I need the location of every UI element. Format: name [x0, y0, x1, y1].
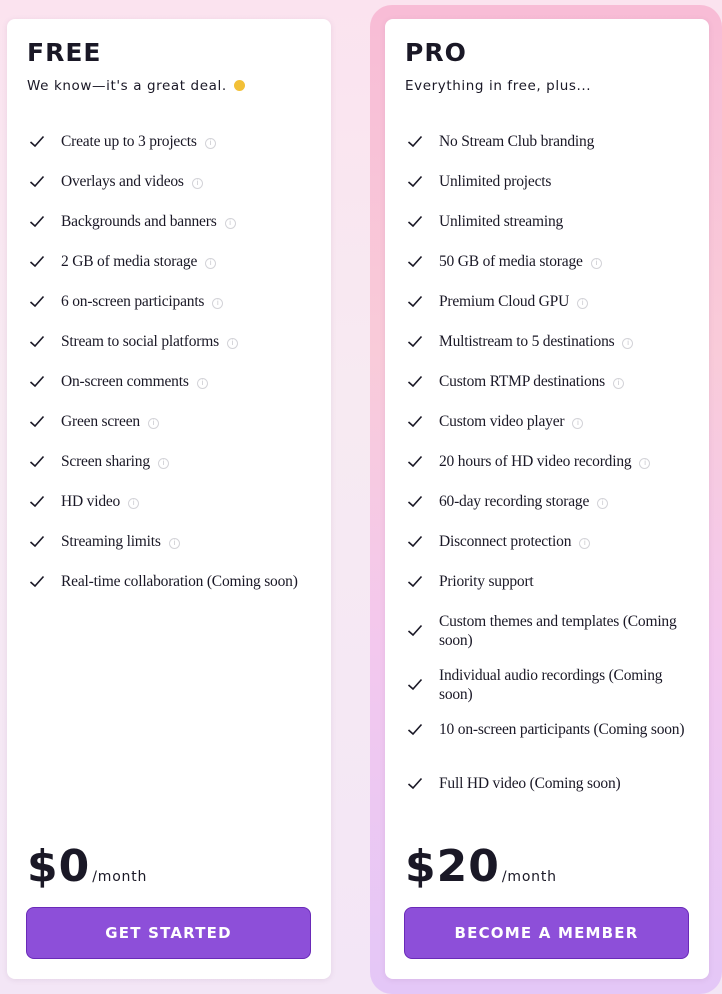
feature-item [407, 212, 699, 231]
checkmark-icon [407, 215, 425, 229]
pro-plan-card [385, 19, 709, 979]
info-icon[interactable]: i [192, 178, 203, 189]
checkmark-icon [407, 335, 425, 349]
info-icon[interactable]: i [205, 138, 216, 149]
feature-label [439, 252, 602, 271]
feature-label [439, 172, 551, 191]
feature-text: Overlays and videos [61, 173, 184, 190]
feature-item [407, 172, 699, 191]
plan-tagline: Everything in free, plus... [405, 78, 592, 94]
feature-text: 20 hours of HD video recording [439, 453, 632, 470]
feature-text: Premium Cloud GPU [439, 293, 570, 310]
info-icon[interactable]: i [158, 458, 169, 469]
checkmark-icon [407, 415, 425, 429]
feature-label [61, 212, 236, 231]
feature-text: 6 on-screen participants [61, 293, 205, 310]
price [27, 841, 147, 892]
checkmark-icon [407, 295, 425, 309]
feature-text: 60-day recording storage [439, 493, 590, 510]
feature-label [61, 132, 216, 151]
price-amount: $0 [27, 841, 91, 892]
feature-label [61, 172, 203, 191]
checkmark-icon [29, 295, 47, 309]
info-icon[interactable]: i [169, 538, 180, 549]
feature-item [29, 132, 321, 151]
feature-text: Custom RTMP destinations [439, 373, 605, 390]
feature-text: Multistream to 5 destinations [439, 333, 615, 350]
feature-label [61, 372, 208, 391]
feature-label [61, 412, 159, 431]
feature-text: Priority support [439, 573, 534, 590]
feature-text: Full HD video (Coming soon) [439, 775, 621, 792]
feature-text: Screen sharing [61, 453, 150, 470]
feature-text: Disconnect protection [439, 533, 572, 550]
feature-item [407, 774, 699, 793]
info-icon[interactable]: i [613, 378, 624, 389]
checkmark-icon [407, 135, 425, 149]
info-icon[interactable]: i [148, 418, 159, 429]
checkmark-icon [407, 175, 425, 189]
checkmark-icon [29, 535, 47, 549]
feature-label [61, 492, 139, 511]
feature-label [61, 252, 216, 271]
checkmark-icon [29, 575, 47, 589]
feature-text: Real-time collaboration (Coming soon) [61, 573, 298, 590]
checkmark-icon [407, 495, 425, 509]
info-icon[interactable]: i [197, 378, 208, 389]
checkmark-icon [407, 255, 425, 269]
get-started-button[interactable]: GET STARTED [26, 907, 311, 959]
checkmark-icon [407, 455, 425, 469]
info-icon[interactable]: i [597, 498, 608, 509]
feature-label [61, 572, 298, 591]
feature-item [29, 572, 321, 591]
feature-text: Unlimited projects [439, 173, 552, 190]
checkmark-icon [29, 375, 47, 389]
info-icon[interactable]: i [591, 258, 602, 269]
feature-item [407, 572, 699, 591]
price [405, 841, 557, 892]
become-a-member-button[interactable]: BECOME A MEMBER [404, 907, 689, 959]
feature-item [407, 452, 699, 471]
feature-item [29, 492, 321, 511]
feature-text: Streaming limits [61, 533, 161, 550]
checkmark-icon [29, 255, 47, 269]
feature-label [439, 372, 624, 391]
feature-item [29, 452, 321, 471]
feature-text: Create up to 3 projects [61, 133, 197, 150]
info-icon[interactable]: i [227, 338, 238, 349]
feature-text: 2 GB of media storage [61, 253, 198, 270]
feature-text: Custom video player [439, 413, 565, 430]
feature-item [29, 252, 321, 271]
plan-tagline [27, 78, 245, 94]
info-icon[interactable]: i [205, 258, 216, 269]
checkmark-icon [407, 777, 425, 791]
info-icon[interactable]: i [577, 298, 588, 309]
feature-label [439, 572, 534, 591]
feature-item [407, 532, 699, 551]
checkmark-icon [29, 415, 47, 429]
feature-text: 10 on-screen participants (Coming soon) [439, 721, 685, 738]
feature-item [407, 292, 699, 311]
feature-item [407, 720, 699, 739]
feature-item [407, 252, 699, 271]
feature-label [61, 292, 223, 311]
feature-item [407, 612, 699, 650]
feature-item [29, 292, 321, 311]
feature-item [29, 372, 321, 391]
feature-item [29, 332, 321, 351]
feature-text: Individual audio recordings (Coming soon) [439, 667, 663, 703]
plan-tagline-text: We know—it's a great deal. [27, 78, 227, 94]
checkmark-icon [29, 135, 47, 149]
info-icon[interactable]: i [622, 338, 633, 349]
checkmark-icon [407, 375, 425, 389]
feature-item [29, 412, 321, 431]
plan-name: PRO [405, 38, 467, 67]
info-icon[interactable]: i [579, 538, 590, 549]
feature-item [407, 492, 699, 511]
checkmark-icon [407, 723, 425, 737]
info-icon[interactable]: i [212, 298, 223, 309]
checkmark-icon [407, 575, 425, 589]
feature-text: 50 GB of media storage [439, 253, 583, 270]
price-amount: $20 [405, 841, 500, 892]
feature-label [439, 720, 684, 739]
feature-label [439, 612, 699, 650]
feature-item [407, 372, 699, 391]
feature-item [407, 412, 699, 431]
feature-item [29, 172, 321, 191]
feature-label [439, 412, 583, 431]
feature-label [439, 332, 633, 351]
feature-label [439, 292, 588, 311]
feature-label [439, 774, 620, 793]
feature-label [61, 332, 238, 351]
feature-label [61, 452, 169, 471]
feature-text: Backgrounds and banners [61, 213, 217, 230]
feature-label [61, 532, 180, 551]
plan-name: FREE [27, 38, 102, 67]
feature-label [439, 132, 594, 151]
info-icon[interactable]: i [639, 458, 650, 469]
checkmark-icon [29, 455, 47, 469]
checkmark-icon [407, 535, 425, 549]
feature-text: Green screen [61, 413, 140, 430]
price-period: /month [501, 869, 557, 885]
money-mouth-face-icon [234, 80, 245, 91]
feature-label [439, 666, 699, 704]
feature-label [439, 452, 650, 471]
feature-text: Unlimited streaming [439, 213, 564, 230]
free-plan-card [7, 19, 331, 979]
checkmark-icon [407, 678, 425, 692]
checkmark-icon [29, 215, 47, 229]
feature-item [29, 532, 321, 551]
feature-label [439, 532, 590, 551]
feature-text: No Stream Club branding [439, 133, 595, 150]
feature-item [407, 132, 699, 151]
feature-item [29, 212, 321, 231]
feature-text: Stream to social platforms [61, 333, 219, 350]
checkmark-icon [407, 624, 425, 638]
checkmark-icon [29, 495, 47, 509]
info-icon[interactable]: i [128, 498, 139, 509]
price-period: /month [92, 869, 148, 885]
feature-text: HD video [61, 493, 121, 510]
feature-item [407, 332, 699, 351]
checkmark-icon [29, 175, 47, 189]
feature-text: Custom themes and templates (Coming soon) [439, 613, 677, 649]
checkmark-icon [29, 335, 47, 349]
feature-label [439, 492, 608, 511]
feature-label [439, 212, 563, 231]
feature-text: On-screen comments [61, 373, 189, 390]
feature-item [407, 666, 699, 704]
info-icon[interactable]: i [225, 218, 236, 229]
info-icon[interactable]: i [572, 418, 583, 429]
